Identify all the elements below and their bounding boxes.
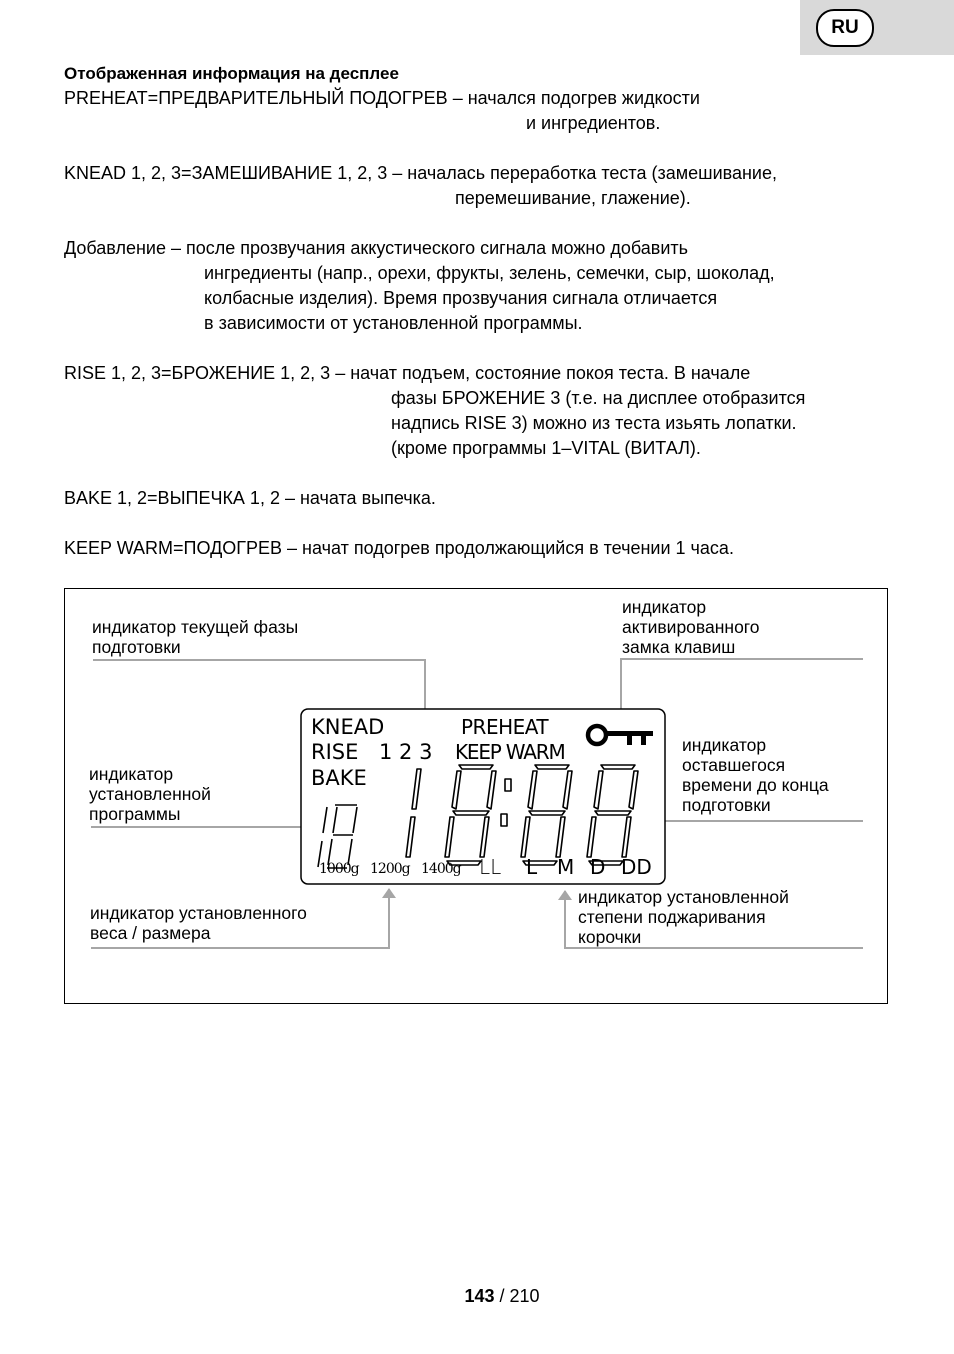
lock-label-1: индикатор bbox=[622, 597, 707, 617]
time-label-2: оставшегося bbox=[682, 755, 786, 775]
rise-line-2: фазы БРОЖЕНИЕ 3 (т.е. на дисплее отобразится bbox=[391, 388, 806, 408]
rise-line-4: (кроме программы 1–VITAL (ВИТАЛ). bbox=[391, 438, 701, 458]
page-current: 143 bbox=[464, 1286, 495, 1306]
page-number bbox=[0, 1286, 954, 1307]
add-line-2: ингредиенты (напр., орехи, фрукты, зелень, семечки, сыр, шоколад, bbox=[204, 263, 775, 283]
time-label-4: подготовки bbox=[682, 795, 771, 815]
knead-line-2: перемешивание, глажение). bbox=[455, 188, 691, 208]
program-label-2: установленной bbox=[89, 784, 211, 804]
program-label-3: программы bbox=[89, 804, 181, 824]
lcd-weight-1400: 1400g bbox=[421, 861, 461, 877]
section-heading: Отображенная информация на десплее bbox=[64, 64, 399, 83]
lcd-crust-l: L bbox=[526, 855, 538, 879]
crust-label-1: индикатор установленной bbox=[578, 887, 789, 907]
crust-label-3: корочки bbox=[578, 927, 642, 947]
lcd-crust-m: M bbox=[557, 855, 575, 879]
knead-line-1: KNEAD 1, 2, 3=ЗАМЕШИВАНИЕ 1, 2, 3 – началась переработка теста (замешивание, bbox=[64, 163, 777, 183]
phase-label-2: подготовки bbox=[92, 637, 181, 657]
add-line-4: в зависимости от установленной программы. bbox=[204, 313, 583, 333]
lcd-bake: BAKE bbox=[311, 766, 367, 790]
lcd-weight-1000: 1000g bbox=[319, 861, 359, 877]
display-diagram bbox=[64, 588, 888, 1004]
lock-label-2: активированного bbox=[622, 617, 760, 637]
page-total: / 210 bbox=[499, 1286, 540, 1306]
weight-label-1: индикатор установленного bbox=[90, 903, 307, 923]
lcd-rise-numbers: 1 2 3 bbox=[379, 740, 433, 764]
program-label-1: индикатор bbox=[89, 764, 174, 784]
phase-label-1: индикатор текущей фазы bbox=[92, 617, 299, 637]
bake-line: BAKE 1, 2=ВЫПЕЧКА 1, 2 – начата выпечка. bbox=[64, 488, 436, 508]
language-tab bbox=[800, 0, 954, 55]
weight-label-2: веса / размера bbox=[90, 923, 211, 943]
lcd-keep-warm: KEEP WARM bbox=[455, 740, 565, 764]
rise-line-3: надпись RISE 3) можно из теста изьять лопатки. bbox=[391, 413, 797, 433]
lcd-crust-ll: LL bbox=[479, 855, 502, 879]
add-line-3: колбасные изделия). Время прозвучания сигнала отличается bbox=[204, 288, 718, 308]
lcd-knead: KNEAD bbox=[311, 715, 385, 739]
lcd-weight-1200: 1200g bbox=[370, 861, 410, 877]
add-line-1: Добавление – после прозвучания аккустического сигнала можно добавить bbox=[64, 238, 689, 258]
rise-line-1: RISE 1, 2, 3=БРОЖЕНИЕ 1, 2, 3 – начат подъем, состояние покоя теста. В начале bbox=[64, 363, 751, 383]
preheat-line-1: PREHEAT=ПРЕДВАРИТЕЛЬНЫЙ ПОДОГРЕВ – начался подогрев жидкости bbox=[64, 88, 700, 108]
preheat-line-2: и ингредиентов. bbox=[526, 113, 661, 133]
lock-label-3: замка клавиш bbox=[622, 637, 736, 657]
language-badge: RU bbox=[816, 9, 874, 47]
lcd-crust-d: D bbox=[590, 855, 606, 879]
crust-label-2: степени поджаривания bbox=[578, 907, 766, 927]
time-label-1: индикатор bbox=[682, 735, 767, 755]
lcd-rise: RISE bbox=[311, 740, 359, 764]
lcd-crust-dd: DD bbox=[621, 855, 652, 879]
keep-warm-line: KEEP WARM=ПОДОГРЕВ – начат подогрев продолжающийся в течении 1 часа. bbox=[64, 538, 734, 558]
time-label-3: времени до конца bbox=[682, 775, 829, 795]
lcd-preheat: PREHEAT bbox=[461, 715, 549, 739]
